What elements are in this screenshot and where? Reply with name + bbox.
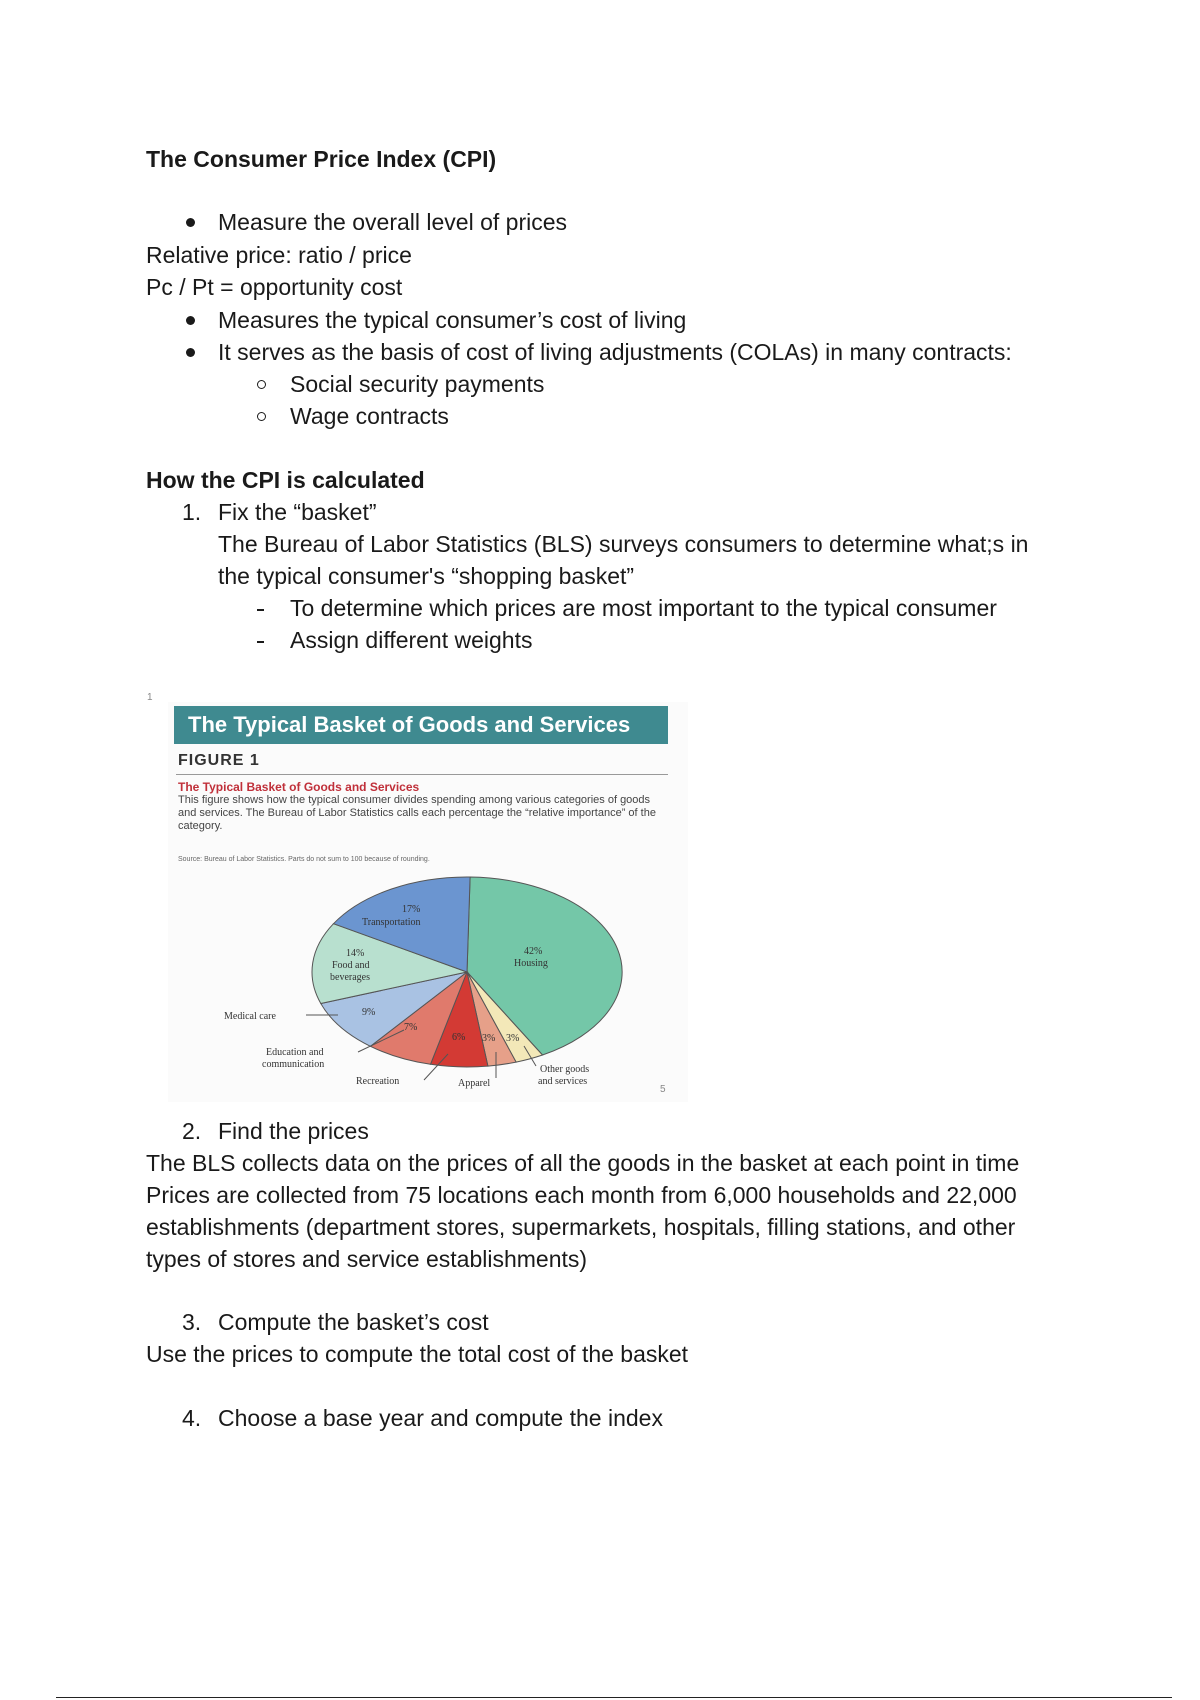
- label-education-2: communication: [262, 1059, 325, 1070]
- section-heading-cpi: The Consumer Price Index (CPI): [146, 146, 497, 172]
- step-number: 1.: [182, 499, 202, 525]
- label-recreation: Recreation: [356, 1076, 400, 1087]
- label-other-pct: 3%: [506, 1033, 520, 1044]
- footer-divider: [56, 1697, 1172, 1698]
- step-paragraph: Use the prices to compute the total cost of the basket: [146, 1341, 689, 1367]
- label-recreation-pct: 6%: [452, 1032, 466, 1043]
- label-apparel-pct: 3%: [482, 1033, 496, 1044]
- step-number: 3.: [182, 1309, 202, 1335]
- label-other-2: and services: [538, 1076, 588, 1087]
- label-other-1: Other goods: [540, 1064, 590, 1075]
- step-title: Fix the “basket”: [218, 499, 377, 525]
- figure-source: Source: Bureau of Labor Statistics. Parts do not sum to 100 because of rounding.: [178, 856, 430, 863]
- figure-label: FIGURE 1: [178, 752, 260, 769]
- label-food-pct: 14%: [346, 948, 365, 959]
- sub-bullet-text: Wage contracts: [290, 403, 449, 429]
- label-transport: Transportation: [362, 917, 421, 928]
- label-food-1: Food and: [332, 960, 370, 971]
- figure-banner: The Typical Basket of Goods and Services: [174, 706, 668, 744]
- sub-bullet-text: Social security payments: [290, 371, 545, 397]
- figure-description: This figure shows how the typical consumer divides spending among various categories of goods and services. The Bureau of Labor Statistics calls each percentage the “relative importance” of the category.: [178, 794, 656, 832]
- label-apparel: Apparel: [458, 1078, 491, 1089]
- step-paragraph: The Bureau of Labor Statistics (BLS) surveys consumers to determine what;s in: [218, 531, 1029, 557]
- step-title: Find the prices: [218, 1118, 369, 1144]
- label-medical: Medical care: [224, 1011, 276, 1022]
- label-transport-pct: 17%: [402, 904, 421, 915]
- label-education-1: Education and: [266, 1047, 324, 1058]
- bullet-text: It serves as the basis of cost of living adjustments (COLAs) in many contracts:: [218, 339, 1012, 365]
- label-food-2: beverages: [330, 972, 370, 983]
- bullet-text: Measure the overall level of prices: [218, 209, 567, 235]
- step-paragraph: types of stores and service establishments): [146, 1246, 588, 1272]
- text-line: Pc / Pt = opportunity cost: [146, 274, 403, 300]
- step-number: 4.: [182, 1405, 202, 1431]
- label-housing: Housing: [514, 958, 548, 969]
- step-number: 2.: [182, 1118, 202, 1144]
- label-medical-pct: 9%: [362, 1007, 376, 1018]
- dash-text: To determine which prices are most important to the typical consumer: [290, 595, 997, 621]
- figure-subtitle: The Typical Basket of Goods and Services: [178, 780, 420, 794]
- step-paragraph: The BLS collects data on the prices of all the goods in the basket at each point in time: [146, 1150, 1020, 1176]
- bullet-text: Measures the typical consumer’s cost of living: [218, 307, 687, 333]
- section-heading-calculation: How the CPI is calculated: [146, 467, 425, 493]
- step-title: Choose a base year and compute the index: [218, 1405, 663, 1431]
- step-title: Compute the basket’s cost: [218, 1309, 489, 1335]
- text-line: Relative price: ratio / price: [146, 242, 412, 268]
- step-paragraph: establishments (department stores, supermarkets, hospitals, filling stations, and other: [146, 1214, 1016, 1240]
- step-paragraph: the typical consumer's “shopping basket”: [218, 563, 635, 589]
- step-paragraph: Prices are collected from 75 locations each month from 6,000 households and 22,000: [146, 1182, 1017, 1208]
- corner-mark: 1: [147, 692, 153, 703]
- label-education-pct: 7%: [404, 1022, 418, 1033]
- figure-page-mark: 5: [660, 1084, 666, 1095]
- dash-text: Assign different weights: [290, 627, 533, 653]
- label-housing-pct: 42%: [524, 946, 543, 957]
